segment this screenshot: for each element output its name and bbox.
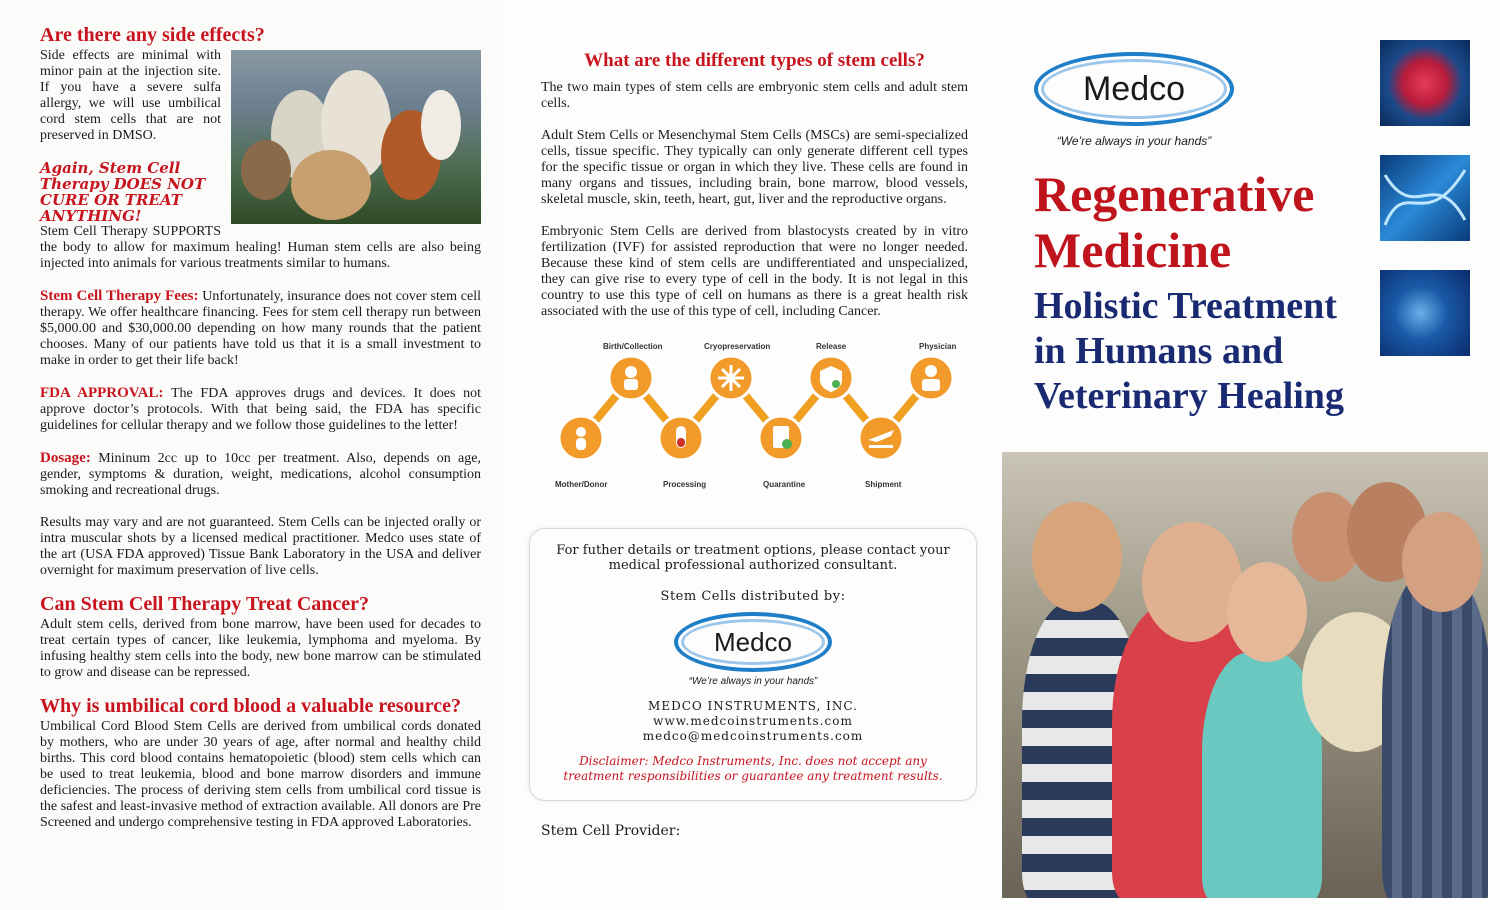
- lifecycle-label-cryopreservation: Cryopreservation: [704, 342, 771, 351]
- side-effects-body: Side effects are minimal with minor pain at the injection site. If you have a severe sulfa allergy, we will use umbilical cord stem cells that are not preserved in DMSO.: [40, 48, 221, 143]
- lifecycle-label-shipment: Shipment: [865, 480, 902, 489]
- cryopreservation-node: [709, 356, 753, 400]
- middle-panel: [505, 0, 1002, 910]
- again-warning: Again, Stem Cell Therapy DOES NOT CURE OR TREAT ANYTHING!: [40, 159, 206, 225]
- medco-logo-small: [674, 612, 832, 672]
- fda-body: The FDA approves drugs and devices. It does not approve doctor’s protocols. With that being said, the FDA has specific guidelines for cellular therapy and we follow those guidelines to the letter!: [40, 386, 481, 433]
- stem-cell-lifecycle-diagram: [541, 338, 968, 508]
- dna-helix-icon: [1380, 155, 1470, 241]
- family-photo: [1002, 452, 1488, 898]
- cover-title-red: [1034, 166, 1314, 278]
- company-name: MEDCO INSTRUMENTS, INC.: [648, 699, 858, 713]
- medco-logo-large-text: Medco: [1082, 69, 1186, 108]
- cord-heading: Why is umbilical cord blood a valuable resource?: [40, 695, 461, 717]
- company-website[interactable]: www.medcoinstruments.com: [653, 714, 853, 728]
- subtitle-line-2: in Humans and: [1034, 330, 1284, 372]
- mother-donor-node: [559, 416, 603, 460]
- fees-body: Unfortunately, insurance does not cover stem cell therapy. We offer healthcare financing. Fees for stem cell therapy run between $5,000.00 and $30,000.00 depending on how many rounds that the patient chooses. Many of our patients have told us that it is a small investment to make in order to get their life back!: [40, 289, 481, 368]
- dna-image-thumbnail: [1380, 155, 1470, 241]
- types-intro: The two main types of stem cells are embryonic stem cells and adult stem cells.: [541, 80, 968, 111]
- quarantine-node: [759, 416, 803, 460]
- birth-collection-node: [609, 356, 653, 400]
- cover-subtitle-blue: [1034, 284, 1344, 419]
- contact-intro: For futher details or treatment options, please contact your medical professional authorized consultant.: [556, 543, 950, 573]
- fda-paragraph: [40, 385, 481, 434]
- dosage-lead: Dosage:: [40, 450, 91, 466]
- fees-lead: Stem Cell Therapy Fees:: [40, 288, 199, 304]
- disclaimer-text: Disclaimer: Medco Instruments, Inc. does not accept any treatment responsibilities or guarantee any treatment results.: [563, 754, 943, 783]
- results-paragraph: Results may vary and are not guaranteed. Stem Cells can be injected orally or intra muscular shots by a licensed medical practitioner. Medco uses state of the art (USA FDA approved) Tissue Bank Laboratory in the USA and deliver overnight for maximum preservation of live cells.: [40, 515, 481, 578]
- subtitle-line-3: Veterinary Healing: [1034, 375, 1344, 417]
- medco-logo-small-text: Medco: [713, 626, 793, 657]
- title-line-medicine: Medicine: [1034, 222, 1232, 278]
- title-line-regenerative: Regenerative: [1034, 166, 1315, 222]
- contact-box: [529, 528, 977, 801]
- processing-node: [659, 416, 703, 460]
- supports-text: Stem Cell Therapy SUPPORTS the body to allow for maximum healing! Human stem cells are also being injected into animals for various treatments similar to humans.: [40, 224, 481, 271]
- release-node: [809, 356, 853, 400]
- fees-paragraph: [40, 288, 481, 369]
- stem-types-heading: What are the different types of stem cells?: [584, 50, 925, 71]
- cancer-heading: Can Stem Cell Therapy Treat Cancer?: [40, 593, 370, 615]
- cover-panel: [1002, 0, 1500, 910]
- lifecycle-label-birth-collection: Birth/Collection: [603, 342, 663, 351]
- cell-image-thumbnail: [1380, 40, 1470, 126]
- cord-body: Umbilical Cord Blood Stem Cells are derived from umbilical cords donated by mothers, who are under 30 years of age, after normal and healthy child births. This cord blood contains hematopoietic (blood) stem cells which can be used to treat leukemia, blood and bone marrow disorders and immune deficiencies. The process of deriving stem cells from umbilical cord tissue is the safest and least-invasive method of extraction available. All donors are Pre Screened and undergo comprehensive testing in FDA approved Laboratories.: [40, 719, 481, 830]
- physician-node: [909, 356, 953, 400]
- shipment-node: [859, 416, 903, 460]
- lifecycle-label-processing: Processing: [663, 480, 707, 489]
- animals-photo: [231, 50, 481, 224]
- left-panel: [0, 0, 505, 910]
- cancer-body: Adult stem cells, derived from bone marrow, have been used for decades to treat certain types of cancer, like leukemia, lymphoma and myeloma. By infusing healthy stem cells into the body, new bone marrow can be stimulated to grow and disease can be repressed.: [40, 617, 481, 680]
- cover-logo-group: [1034, 44, 1234, 148]
- side-effects-heading: Are there any side effects?: [40, 24, 265, 46]
- distributed-by-label: Stem Cells distributed by:: [660, 589, 846, 604]
- embryo-image-thumbnail: [1380, 270, 1470, 356]
- lifecycle-label-mother-donor: Mother/Donor: [555, 480, 608, 489]
- lifecycle-label-quarantine: Quarantine: [763, 480, 806, 489]
- stem-cell-provider-label: Stem Cell Provider:: [541, 823, 681, 839]
- contact-tagline: “We’re always in your hands”: [688, 676, 818, 687]
- company-email[interactable]: medco@medcoinstruments.com: [642, 729, 864, 743]
- fda-lead: FDA APPROVAL:: [40, 385, 164, 401]
- lifecycle-label-release: Release: [816, 342, 847, 351]
- subtitle-line-1: Holistic Treatment: [1034, 285, 1337, 327]
- dosage-paragraph: [40, 450, 481, 499]
- embryonic-stem-cells-text: Embryonic Stem Cells are derived from blastocysts created by in vitro fertilization (IVF) for assisted reproduction that were no longer needed. Because these kind of stem cells are undifferentiated and unspecialized, they can give rise to every type of cell in the body. It is not legal in this country to use this type of cell on humans as there is a great health risk associated with the use of this type of cell, including Cancer.: [541, 224, 968, 319]
- cover-tagline: “We’re always in your hands”: [1056, 134, 1212, 148]
- dosage-body: Mininum 2cc up to 10cc per treatment. Also, depends on age, gender, symptoms & duration, weight, medications, alcohol consumption smoking and recreational drugs.: [40, 451, 481, 498]
- lifecycle-label-physician: Physician: [919, 342, 957, 351]
- medco-logo-large: [1034, 52, 1234, 126]
- adult-stem-cells-text: Adult Stem Cells or Mesenchymal Stem Cells (MSCs) are semi-specialized cells, tissue specific. They typically can only generate different cell types for the specific tissue or organ in which they live. These cells are found in many organs and tissues, including brain, bone marrow, blood vessels, skeletal muscle, skin, teeth, heart, gut, liver and the reproductive organs.: [541, 128, 968, 207]
